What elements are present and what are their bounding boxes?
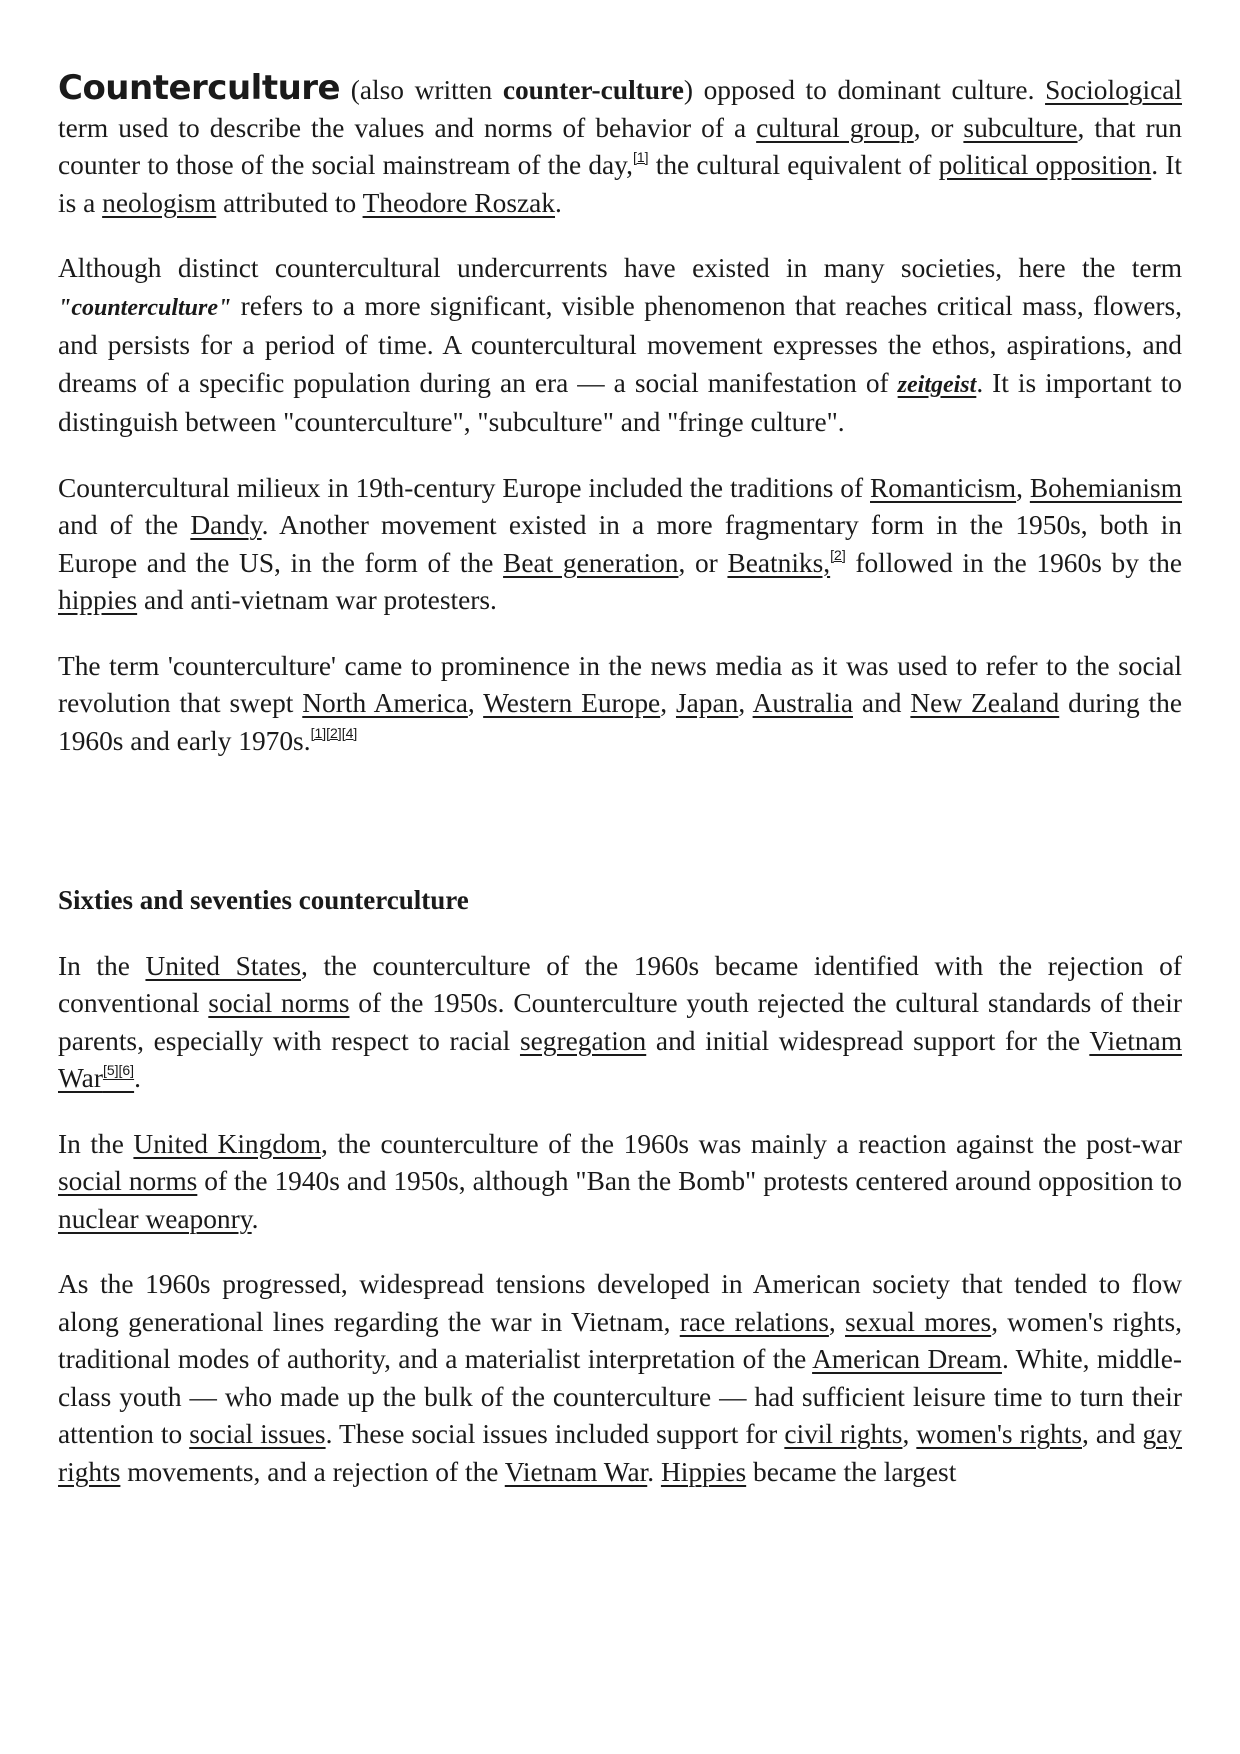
link-new-zealand[interactable]: New Zealand — [910, 688, 1060, 718]
link-civil-rights[interactable]: civil rights — [784, 1419, 903, 1449]
link-dandy[interactable]: Dandy — [190, 510, 262, 540]
link-united-states[interactable]: United States — [145, 950, 302, 981]
link-bohemianism[interactable]: Bohemianism — [1029, 472, 1183, 503]
link-romanticism[interactable]: Romanticism — [870, 472, 1017, 503]
link-western-europe[interactable]: Western Europe — [483, 688, 661, 718]
emphasized-term: "counterculture" — [58, 294, 232, 321]
link-nuclear-weaponry[interactable]: nuclear weaponry — [58, 1203, 252, 1234]
link-gay-rights[interactable]: gay rights — [58, 1419, 1183, 1487]
section-heading: Sixties and seventies counterculture — [58, 885, 469, 915]
paragraph-united-states: In the United States, the counterculture of the 1960s became identified with the rejection of conventional social norms of the 1950s. Counterculture youth rejected the cultural standards of their parents, especially with respect to racial segregation and initial widespread support for the Vietnam War[5][6]. — [58, 950, 1182, 1093]
link-theodore-roszak[interactable]: Theodore Roszak — [362, 187, 556, 218]
link-subculture[interactable]: subculture — [963, 112, 1078, 143]
paragraph-definition: Although distinct countercultural undercurrents have existed in many societies, here the term "counterculture" refers to a more significant, visible phenomenon that reaches critical mass, flowers, and persists for a period of time. A countercultural movement expresses the ethos, aspirations, and dreams of a specific population during an era — a social manifestation of zeitgeist. It is important to distinguish between "counterculture", "subculture" and "fringe culture". — [58, 253, 1182, 437]
link-vietnam-war[interactable]: Vietnam War — [504, 1456, 648, 1487]
link-beat-generation[interactable]: Beat generation — [503, 547, 679, 578]
link-sexual-mores[interactable]: sexual mores — [845, 1306, 992, 1337]
document-page — [58, 70, 1182, 1519]
link-race-relations[interactable]: race relations — [679, 1306, 829, 1337]
link-cultural-group[interactable]: cultural group — [756, 112, 914, 143]
link-vietnam-war[interactable]: Vietnam War[5][6] — [58, 1025, 1182, 1093]
link-japan[interactable]: Japan — [675, 688, 739, 718]
link-north-america[interactable]: North America — [302, 688, 468, 718]
paragraph-tensions: As the 1960s progressed, widespread tensions developed in American society that tended to flow along generational lines regarding the war in Vietnam, race relations, sexual mores, women's rights, traditional modes of authority, and a materialist interpretation of the American Dream. White, middle-class youth — who made up the bulk of the counterculture — had sufficient leisure time to turn their attention to social issues. These social issues included support for civil rights, women's rights, and gay rights movements, and a rejection of the Vietnam War. Hippies became the largest — [58, 1269, 1183, 1487]
link-hippies[interactable]: Hippies — [660, 1456, 747, 1487]
link-womens-rights[interactable]: women's rights — [916, 1419, 1082, 1449]
link-united-kingdom[interactable]: United Kingdom — [133, 1128, 322, 1159]
ref-link[interactable]: [1][2][4] — [310, 724, 358, 741]
link-segregation[interactable]: segregation — [519, 1025, 647, 1056]
ref-link[interactable]: [1] — [632, 149, 649, 165]
link-social-norms[interactable]: social norms — [58, 1166, 198, 1196]
link-american-dream[interactable]: American Dream — [812, 1344, 1002, 1374]
lead-term: Counterculture — [58, 68, 341, 108]
paragraph-intro: Counterculture (also written counter-culture) opposed to dominant culture. Sociological term used to describe the values and norms of behavior of a cultural group, or subculture, that run counter to those of the social mainstream of the day,[1] the cultural equivalent of political opposition. It is a neologism attributed to Theodore Roszak. — [58, 68, 1182, 218]
link-hippies[interactable]: hippies — [58, 585, 138, 615]
ref-link[interactable]: [5][6] — [102, 1062, 135, 1078]
link-zeitgeist[interactable]: zeitgeist — [897, 371, 977, 398]
alt-spelling: counter-culture — [502, 75, 684, 105]
link-political-opposition[interactable]: political opposition — [938, 150, 1152, 180]
link-neologism[interactable]: neologism — [102, 187, 217, 218]
paragraph-prominence: The term 'counterculture' came to prominence in the news media as it was used to refer to the social revolution that swept North America, Western Europe, Japan, Australia and New Zealand during the 1960s and early 1970s.[1][2][4] — [58, 650, 1183, 756]
link-beatniks[interactable]: Beatniks, — [727, 547, 831, 578]
paragraph-united-kingdom: In the United Kingdom, the counterculture of the 1960s was mainly a reaction against the post-war social norms of the 1940s and 1950s, although "Ban the Bomb" protests centered around opposition to nuclear weaponry. — [58, 1128, 1182, 1234]
link-australia[interactable]: Australia — [752, 688, 853, 718]
link-social-issues[interactable]: social issues — [189, 1419, 326, 1449]
link-sociological[interactable]: Sociological — [1045, 75, 1182, 105]
ref-link[interactable]: [2] — [830, 546, 846, 563]
paragraph-history: Countercultural milieux in 19th-century Europe included the traditions of Romanticism, Bohemianism and of the Dandy. Another movement existed in a more fragmentary form in the 1950s, both in Europe and the US, in the form of the Beat generation, or Beatniks,[2] followed in the 1960s by the hippies and anti-vietnam war protesters. — [58, 472, 1183, 615]
section-spacer — [58, 788, 1182, 882]
link-social-norms[interactable]: social norms — [208, 988, 350, 1018]
